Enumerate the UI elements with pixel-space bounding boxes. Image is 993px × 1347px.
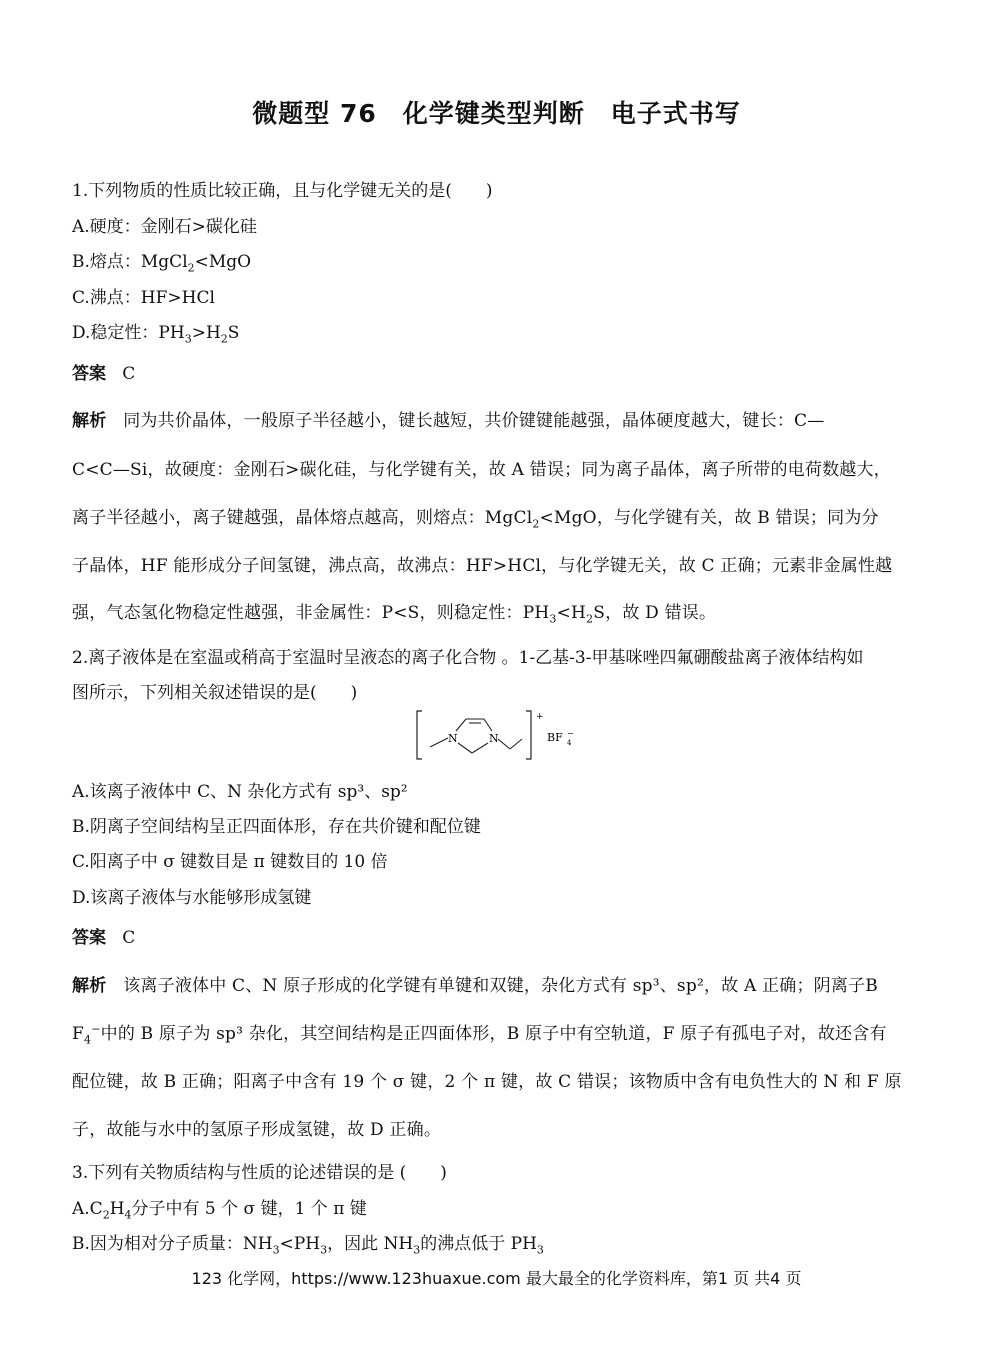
- imidazolium-structure-figure: [414, 707, 584, 763]
- q2-explanation-line-4: 子，故能与水中的氢原子形成氢键，故 D 正确。: [72, 1120, 442, 1140]
- q2-explanation-line-2: $F_4^-$中的 B 原子为 sp³ 杂化，其空间结构是正四面体形，B 原子中有空轨道，F 原子有孤电子对，故还含有: [72, 1022, 887, 1047]
- q2-option-c: C.阳离子中 σ 键数目是 π 键数目的 10 倍: [72, 852, 388, 872]
- q1-option-a: A.硬度：金刚石>碳化硅: [72, 217, 257, 237]
- structure-n1-label: N: [448, 732, 458, 745]
- q2-option-a: A.该离子液体中 C、N 杂化方式有 sp³、sp²: [72, 782, 408, 802]
- structure-charge-label: +: [536, 712, 544, 722]
- q1-explanation-line-3: 离子半径越小，离子键越强，晶体熔点越高，则熔点：MgCl$_2$<MgO，与化学键有关，故 B 错误；同为分: [72, 508, 879, 531]
- q3-option-b: B.因为相对分子质量：$NH_3<PH_3$，因此 $NH_3$的沸点低于 $PH_3$: [72, 1234, 544, 1257]
- q2-option-d: D.该离子液体与水能够形成氢键: [72, 888, 312, 908]
- q2-option-b: B.阴离子空间结构呈正四面体形，存在共价键和配位键: [72, 817, 481, 837]
- q1-explanation-line-5: 强，气态氢化物稳定性越强，非金属性：P<S，则稳定性：$PH_3<H_2S$，故 D 错误。: [72, 603, 717, 626]
- q1-answer: 答案 C: [72, 364, 136, 384]
- structure-anion-label: BF: [547, 731, 563, 744]
- structure-diagram: [414, 707, 584, 763]
- q1-explanation-line-4: 子晶体，HF 能形成分子间氢键，沸点高，故沸点：HF>HCl，与化学键无关，故 C 正确；元素非金属性越: [72, 556, 893, 576]
- q1-option-c: C.沸点：HF>HCl: [72, 288, 215, 308]
- q1-explanation-line-2: C<C—Si，故硬度：金刚石>碳化硅，与化学键有关，故 A 错误；同为离子晶体，离子所带的电荷数越大，: [72, 460, 891, 480]
- q3-option-a: $A.C_2H_4$分子中有 5 个 σ 键，1 个 π 键: [72, 1199, 367, 1222]
- question-2-stem-line-2: 图所示，下列相关叙述错误的是( ): [72, 683, 358, 703]
- q2-answer: 答案 C: [72, 928, 136, 948]
- structure-anion-superscript: −: [567, 729, 574, 738]
- question-3-stem: 3.下列有关物质结构与性质的论述错误的是 ( ): [72, 1163, 447, 1183]
- question-2-stem-line-1: 2.离子液体是在室温或稍高于室温时呈液态的离子化合物 。1-乙基-3-甲基咪唑四氟硼酸盐离子液体结构如: [72, 648, 864, 668]
- structure-n2-label: N: [489, 732, 499, 745]
- q1-option-b: B.熔点：MgCl$_2$<MgO: [72, 252, 252, 275]
- structure-anion-subscript: 4: [567, 739, 572, 747]
- question-1-stem: 1.下列物质的性质比较正确，且与化学键无关的是( ): [72, 181, 493, 201]
- q1-option-d: D.稳定性：$PH_3>H_2S$: [72, 323, 240, 346]
- q2-explanation-line-3: 配位键，故 B 正确；阳离子中含有 19 个 σ 键，2 个 π 键，故 C 错误；该物质中含有电负性大的 N 和 F 原: [72, 1072, 902, 1092]
- q1-explanation-line-1: 解析 同为共价晶体，一般原子半径越小，键长越短，共价键键能越强，晶体硬度越大，键长：C—: [72, 411, 825, 431]
- page-footer: 123 化学网，https://www.123huaxue.com 最大最全的化学资料库，第1 页 共4 页: [191, 1269, 802, 1288]
- page-title: 微题型 76 化学键类型判断 电子式书写: [252, 99, 741, 128]
- q2-explanation-line-1: 解析 该离子液体中 C、N 原子形成的化学键有单键和双键，杂化方式有 sp³、sp²，故 A 正确；阴离子B: [72, 976, 878, 996]
